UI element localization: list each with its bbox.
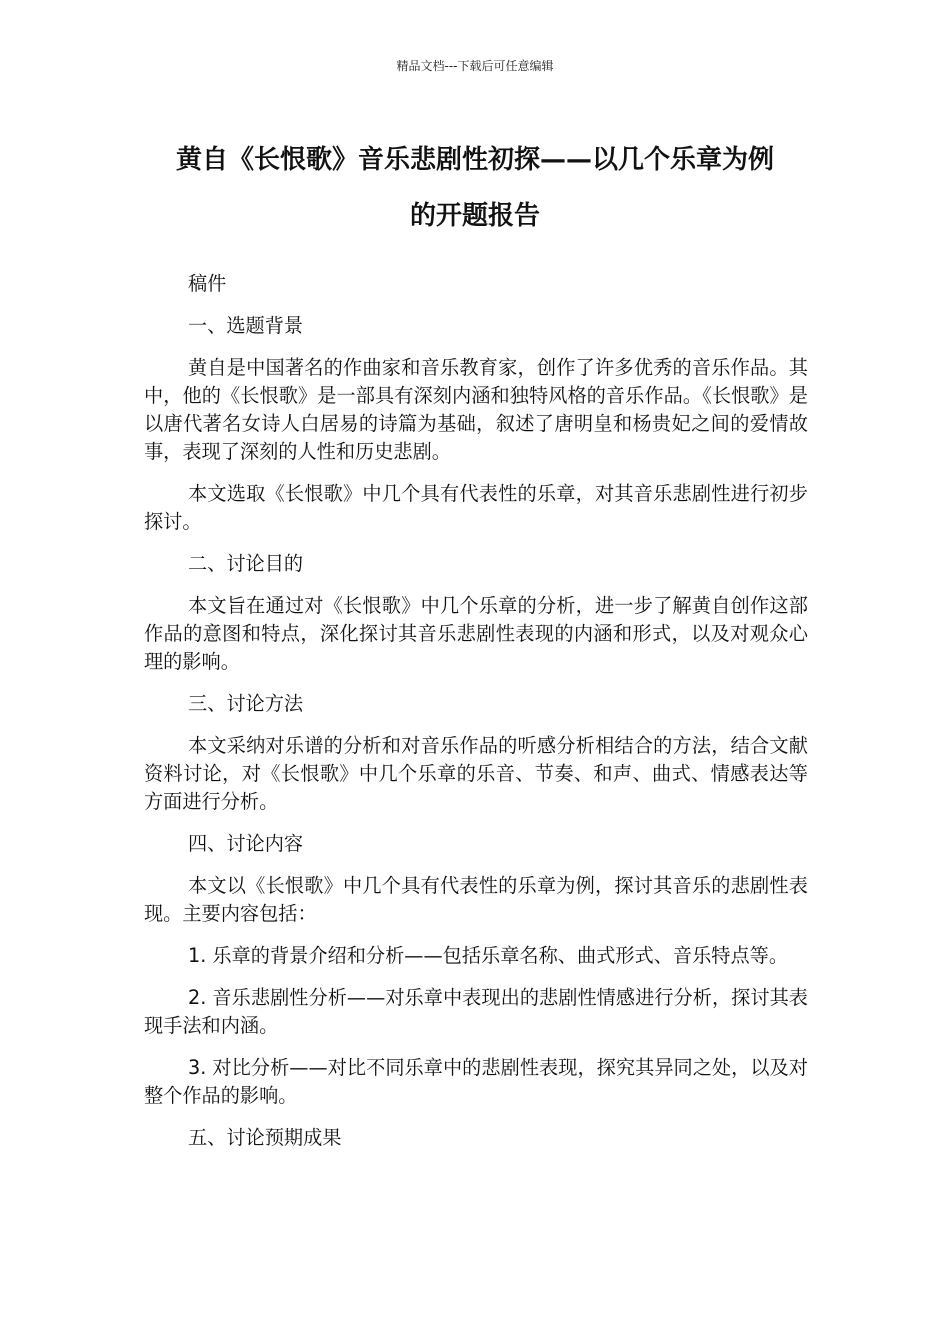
paragraph-purpose: 本文旨在通过对《长恨歌》中几个乐章的分析，进一步了解黄自创作这部作品的意图和特点，深化探讨其音乐悲剧性表现的内涵和形式，以及对观众心理的影响。 (144, 594, 808, 673)
list-item-1: 1. 乐章的背景介绍和分析——包括乐章名称、曲式形式、音乐特点等。 (188, 944, 789, 967)
title-line-1: 黄自《长恨歌》音乐悲剧性初探——以几个乐章为例 (175, 145, 774, 175)
paragraph-background-1: 黄自是中国著名的作曲家和音乐教育家，创作了许多优秀的音乐作品。其中，他的《长恨歌》是一部具有深刻内涵和独特风格的音乐作品。《长恨歌》是以唐代著名女诗人白居易的诗篇为基础，叙述了唐明皇和杨贵妃之间的爱情故事，表现了深刻的人性和历史悲剧。 (144, 356, 808, 463)
paragraph-background-2: 本文选取《长恨歌》中几个具有代表性的乐章，对其音乐悲剧性进行初步探讨。 (144, 482, 808, 533)
list-item-3: 3. 对比分析——对比不同乐章中的悲剧性表现，探究其异同之处，以及对整个作品的影响。 (144, 1056, 808, 1107)
list-item-2: 2. 音乐悲剧性分析——对乐章中表现出的悲剧性情感进行分析，探讨其表现手法和内涵。 (144, 986, 808, 1037)
section-heading-method: 三、讨论方法 (188, 692, 304, 715)
section-heading-content: 四、讨论内容 (188, 832, 304, 855)
section-heading-expected-results: 五、讨论预期成果 (188, 1126, 342, 1149)
paragraph-method: 本文采纳对乐谱的分析和对音乐作品的听感分析相结合的方法，结合文献资料讨论，对《长恨歌》中几个乐章的乐音、节奏、和声、曲式、情感表达等方面进行分析。 (144, 734, 808, 813)
section-label: 稿件 (188, 272, 227, 295)
section-heading-purpose: 二、讨论目的 (188, 552, 304, 575)
document-body (144, 270, 808, 1166)
title-line-2: 的开题报告 (409, 201, 540, 231)
document-title (138, 132, 812, 244)
section-heading-background: 一、选题背景 (188, 314, 304, 337)
paragraph-content: 本文以《长恨歌》中几个具有代表性的乐章为例，探讨其音乐的悲剧性表现。主要内容包括： (144, 874, 808, 925)
header-note: 精品文档---下载后可任意编辑 (396, 59, 554, 73)
